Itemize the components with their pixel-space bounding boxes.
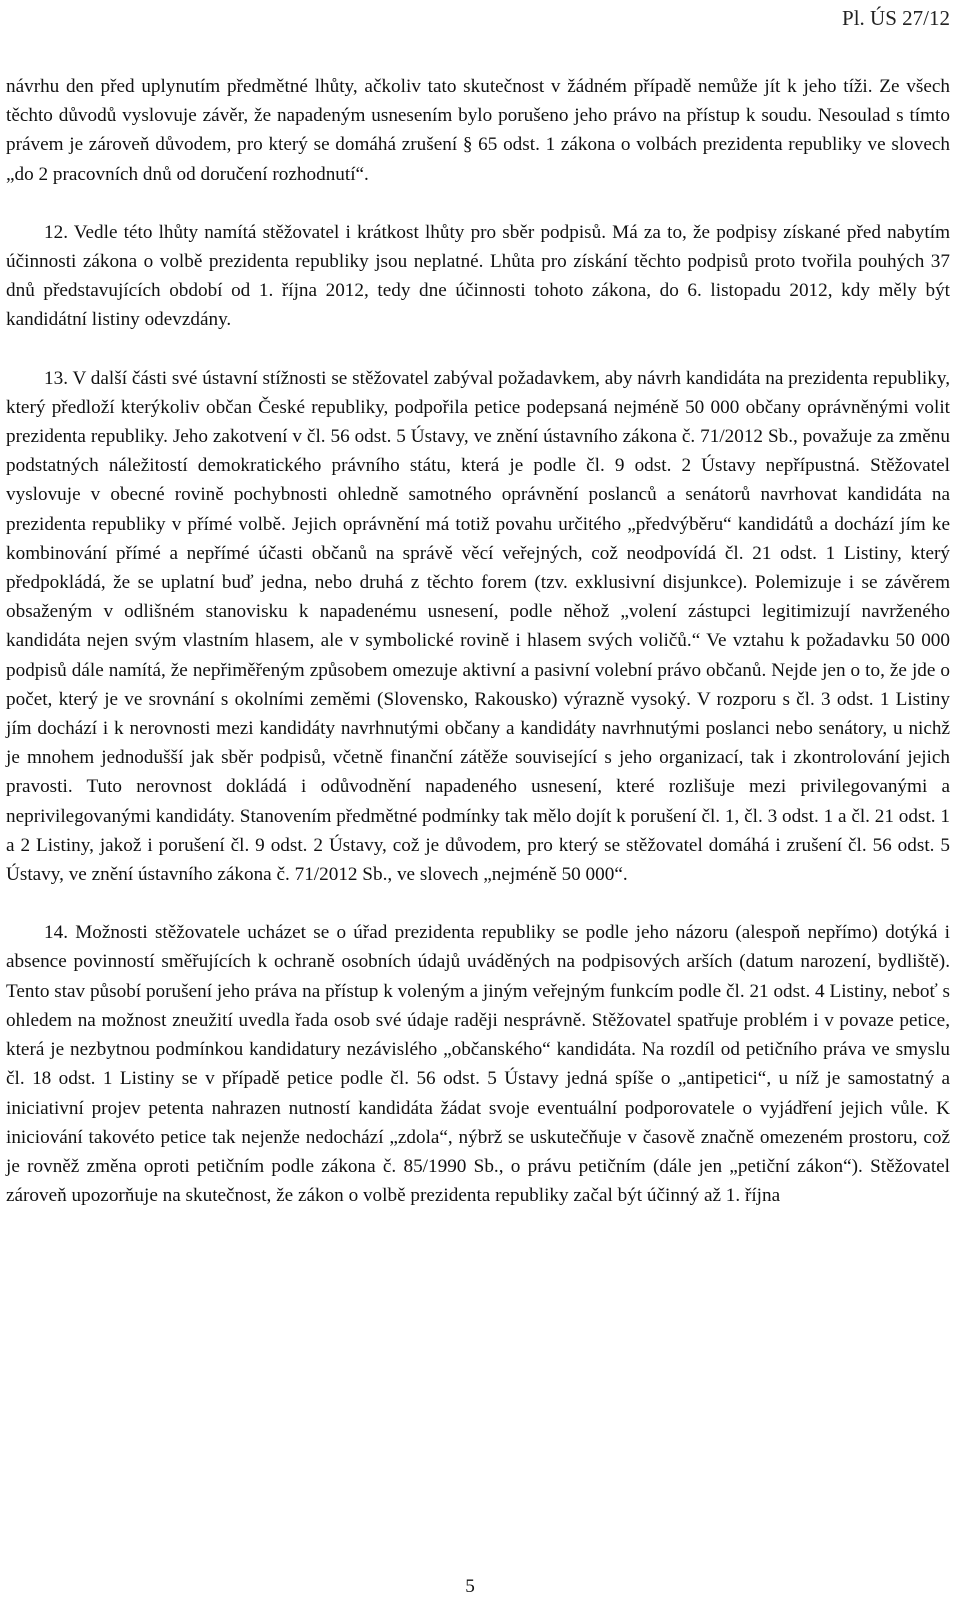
document-reference: Pl. ÚS 27/12 [842,6,950,30]
document-body [6,72,950,1210]
paragraph-12: 12. Vedle této lhůty namítá stěžovatel i krátkost lhůty pro sběr podpisů. Má za to, že podpisy získané před nabytím účinnosti zákona o volbě prezidenta republiky jsou neplatné. Lhůta pro získání těchto podpisů proto tvořila pouhých 37 dnů představujících období od 1. října 2012, tedy dne účinnosti tohoto zákona, do 6. listopadu 2012, kdy měly být kandidátní listiny odevzdány. [6,221,950,331]
paragraph-14: 14. Možnosti stěžovatele ucházet se o úřad prezidenta republiky se podle jeho názoru (alespoň nepřímo) dotýká i absence povinností směřujících k ochraně osobních údajů uváděných na podpisových arších (datum narození, bydliště). Tento stav působí porušení jeho práva na přístup k voleným a jiným veřejným funkcím podle čl. 21 odst. 4 Listiny, neboť s ohledem na možnost zneužití uvedla řada osob své údaje raději nesprávně. Stěžovatel spatřuje problém i v povaze petice, která je nezbytnou podmínkou kandidatury nezávislého „občanského“ kandidáta. Na rozdíl od petičního práva ve smyslu čl. 18 odst. 1 Listiny se v případě petice podle čl. 56 odst. 5 Ústavy jedná spíše o „antipetici“, u níž je samostatný a iniciativní projev petenta nahrazen nutností kandidáta žádat svoje eventuální podporovatele o vyjádření jejich vůle. K iniciování takovéto petice tak nejenže nedochází „zdola“, nýbrž se uskutečňuje v časově značně omezeném prostoru, což je rovněž změna oproti petičním podle zákona č. 85/1990 Sb., o právu petičním (dále jen „petiční zákon“). Stěžovatel zároveň upozorňuje na skutečnost, že zákon o volbě prezidenta republiky začal být účinný až 1. října [6,922,950,1207]
paragraph-continuation: návrhu den před uplynutím předmětné lhůty, ačkoliv tato skutečnost v žádném případě nemůže jít k jeho tíži. Ze všech těchto důvodů vyslovuje závěr, že napadeným usnesením bylo porušeno jeho právo na přístup k soudu. Nesoulad s tímto právem je zároveň důvodem, pro který se domáhá zrušení § 65 odst. 1 zákona o volbách prezidenta republiky ve slovech „do 2 pracovních dnů od doručení rozhodnutí“. [6,76,950,185]
page-number: 5 [465,1576,475,1597]
paragraph-13: 13. V další části své ústavní stížnosti se stěžovatel zabýval požadavkem, aby návrh kandidáta na prezidenta republiky, který předloží kterýkoliv občan České republiky, podpořila petice podepsaná nejméně 50 000 občany oprávněnými volit prezidenta republiky. Jeho zakotvení v čl. 56 odst. 5 Ústavy, ve znění ústavního zákona č. 71/2012 Sb., považuje za změnu podstatných náležitostí demokratického právního státu, která je podle čl. 9 odst. 2 Ústavy nepřípustná. Stěžovatel vyslovuje v obecné rovině pochybnosti ohledně samotného oprávnění poslanců a senátorů navrhovat kandidáta na prezidenta republiky v přímé volbě. Jejich oprávnění má totiž povahu určitého „předvýběru“ kandidátů a dochází jím ke kombinování přímé a nepřímé účasti občanů na správě věcí veřejných, což neodpovídá čl. 21 odst. 1 Listiny, který předpokládá, že se uplatní buď jedna, nebo druhá z těchto forem (tzv. exklusivní disjunkce). Polemizuje i se závěrem obsaženým v odlišném stanovisku k napadenému usnesení, podle něhož „volení zástupci legitimizují navrženého kandidáta nejen svým vlastním hlasem, ale v symbolické rovině i hlasem svých voličů.“ Ve vztahu k požadavku 50 000 podpisů dále namítá, že nepřiměřeným způsobem omezuje aktivní a pasivní volební právo občanů. Nejde jen o to, že jde o počet, který je ve srovnání s okolními zeměmi (Slovensko, Rakousko) výrazně vysoký. V rozporu s čl. 3 odst. 1 Listiny jím dochází i k nerovnosti mezi kandidáty navrhnutými občany a kandidáty navrhnutými poslanci nebo senátory, u nichž je mnohem jednodušší jak sběr podpisů, včetně finanční zátěže související s jeho organizací, tak i zkontrolování jejich pravosti. Tuto nerovnost dokládá i odůvodnění napadeného usnesení, které rozlišuje mezi privilegovanými a neprivilegovanými kandidáty. Stanovením předmětné podmínky tak mělo dojít k porušení čl. 1, čl. 3 odst. 1 a čl. 21 odst. 1 a 2 Listiny, jakož i porušení čl. 9 odst. 2 Ústavy, což je důvodem, pro který se stěžovatel domáhá i zrušení čl. 56 odst. 5 Ústavy, ve znění ústavního zákona č. 71/2012 Sb., ve slovech „nejméně 50 000“. [6,367,950,886]
